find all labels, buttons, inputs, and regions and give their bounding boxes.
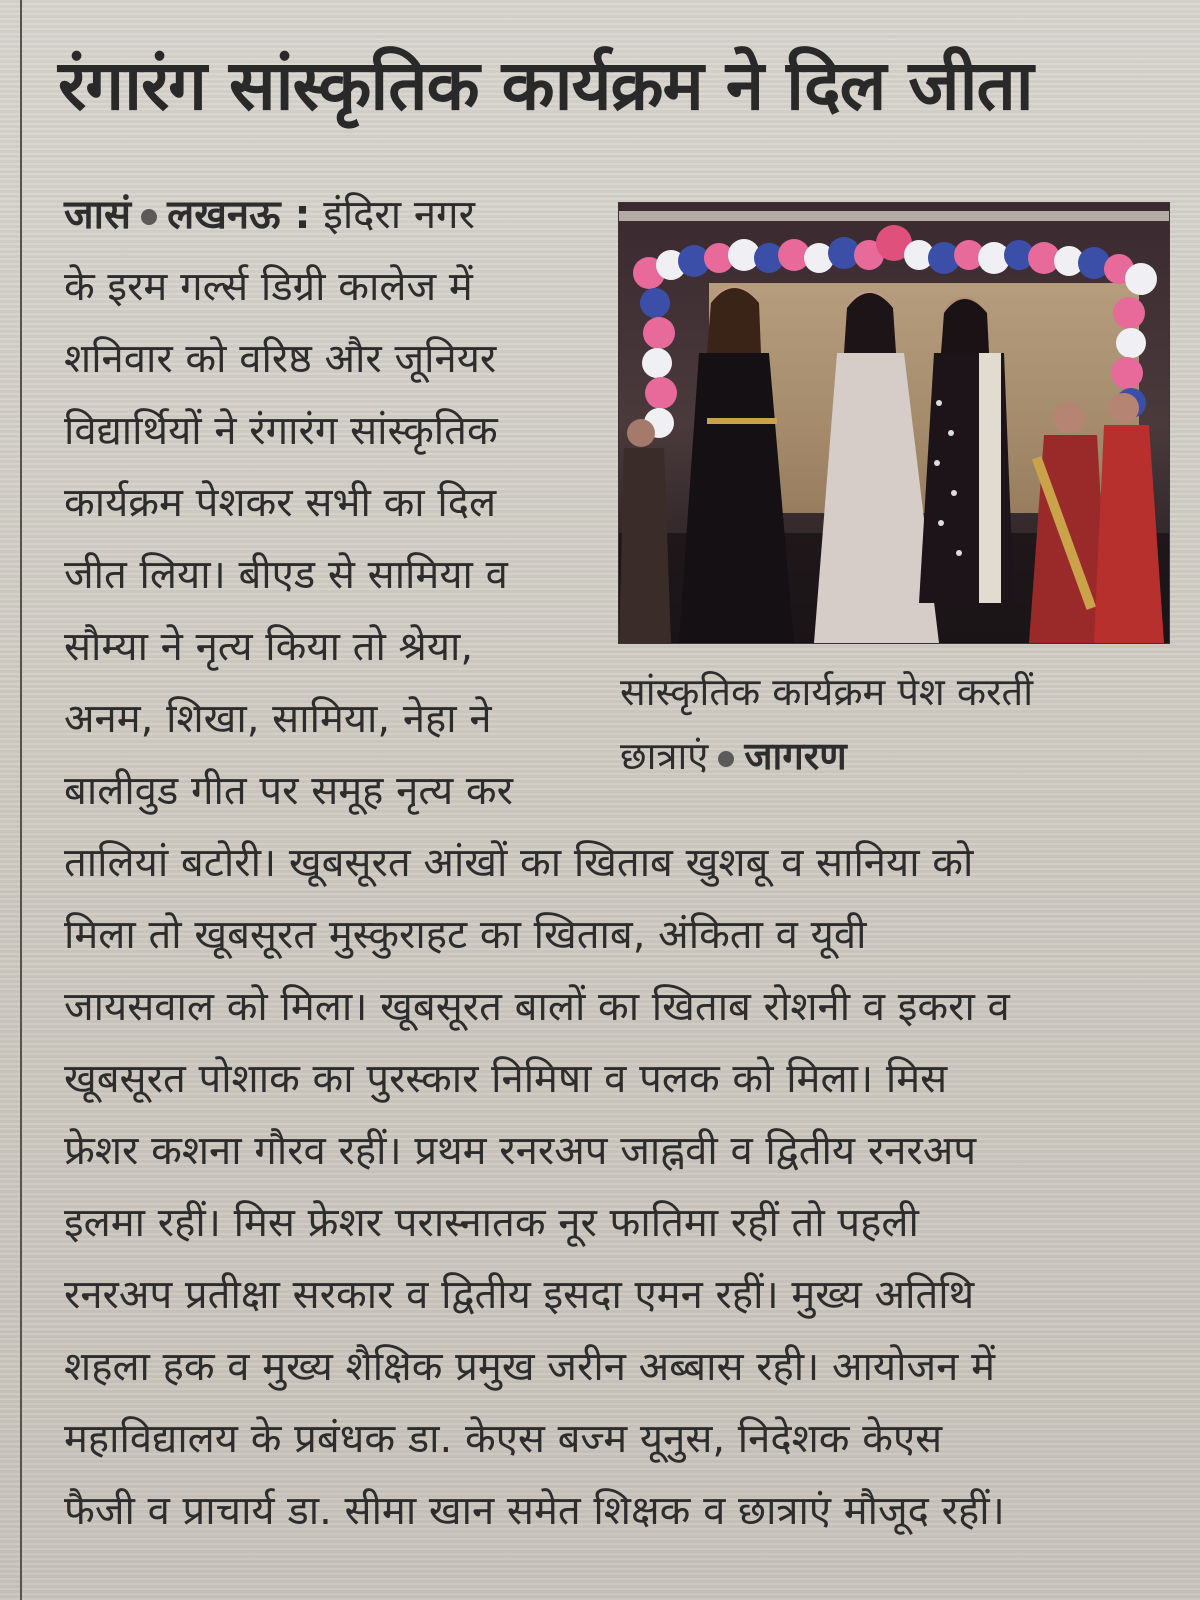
article-line-16: रनरअप प्रतीक्षा सरकार व द्वितीय इसदा एमन रहीं। मुख्य अतिथि: [64, 1272, 975, 1318]
photo-credit: जागरण: [744, 734, 847, 778]
headline: रंगारंग सांस्कृतिक कार्यक्रम ने दिल जीता: [58, 46, 1033, 126]
news-photo: [618, 202, 1170, 644]
article-line-6: जीत लिया। बीएड से सामिया व: [64, 552, 508, 598]
article-line-4: विद्यार्थियों ने रंगारंग सांस्कृतिक: [64, 408, 498, 454]
article-line-1: [64, 186, 475, 244]
column-rule: [20, 0, 22, 1600]
article-line-18: महाविद्यालय के प्रबंधक डा. केएस बज्म यूनुस, निदेशक केएस: [64, 1416, 943, 1462]
article-line-14: फ्रेशर कशना गौरव रहीं। प्रथम रनरअप जाह्नवी व द्वितीय रनरअप: [64, 1128, 977, 1174]
agency-tag: जासं: [64, 192, 132, 238]
stage-performance-photo: [619, 203, 1169, 643]
article-line-17: शहला हक व मुख्य शैक्षिक प्रमुख जरीन अब्बास रही। आयोजन में: [64, 1344, 995, 1390]
bullet-dot-icon: [141, 209, 157, 225]
photo-caption-line-1: सांस्कृतिक कार्यक्रम पेश करतीं: [620, 670, 1034, 714]
article-line-8: अनम, शिखा, सामिया, नेहा ने: [64, 696, 492, 742]
article-line-13: खूबसूरत पोशाक का पुरस्कार निमिषा व पलक को मिला। मिस: [64, 1056, 948, 1102]
photo-caption-line-2: [620, 728, 847, 784]
article-line-11: मिला तो खूबसूरत मुस्कुराहट का खिताब, अंकिता व यूवी: [64, 912, 867, 958]
article-line-3: शनिवार को वरिष्ठ और जूनियर: [64, 336, 497, 382]
article-line-5: कार्यक्रम पेशकर सभी का दिल: [64, 480, 497, 526]
article-line-12: जायसवाल को मिला। खूबसूरत बालों का खिताब रोशनी व इकरा व: [64, 984, 1010, 1030]
article-line-7: सौम्या ने नृत्य किया तो श्रेया,: [64, 624, 474, 670]
article-line-19: फैजी व प्राचार्य डा. सीमा खान समेत शिक्षक व छात्राएं मौजूद रहीं।: [64, 1488, 1005, 1534]
dateline-city: लखनऊ :: [167, 192, 311, 238]
article-text: इंदिरा नगर: [323, 192, 475, 238]
article-line-10: तालियां बटोरी। खूबसूरत आंखों का खिताब खुशबू व सानिया को: [64, 840, 974, 886]
photo-caption-text: छात्राएं: [620, 734, 709, 778]
bullet-dot-icon: [718, 751, 734, 767]
article-line-9: बालीवुड गीत पर समूह नृत्य कर: [64, 768, 513, 814]
article-line-15: इलमा रहीं। मिस फ्रेशर परास्नातक नूर फातिमा रहीं तो पहली: [64, 1200, 919, 1246]
article-line-2: के इरम गर्ल्स डिग्री कालेज में: [64, 264, 473, 310]
